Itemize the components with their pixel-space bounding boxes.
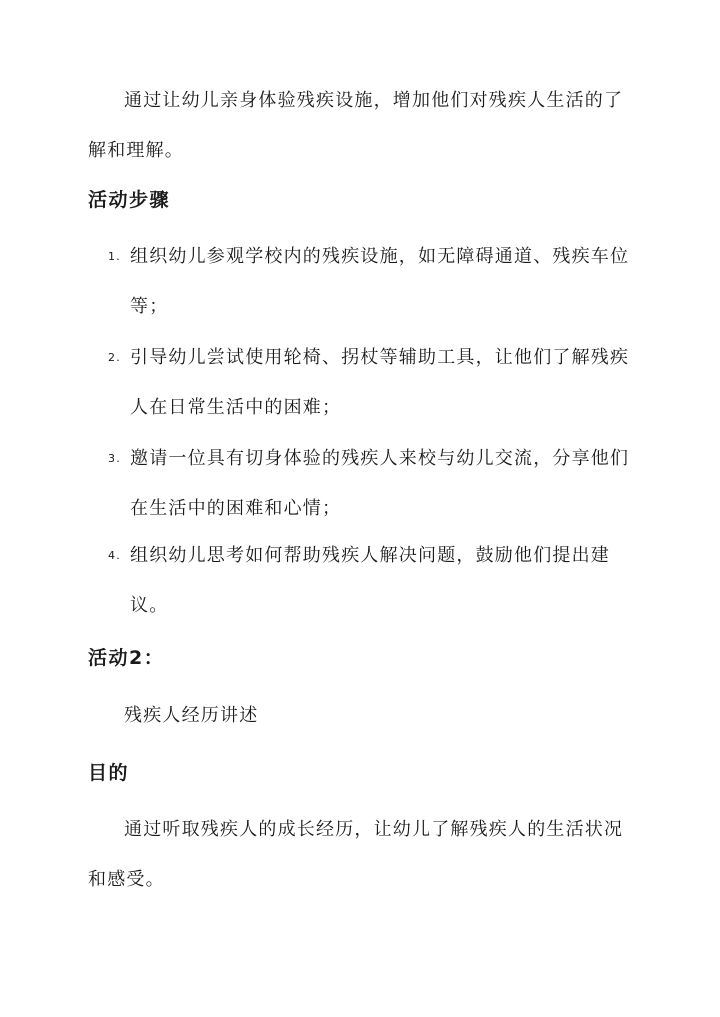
- purpose-paragraph: 通过听取残疾人的成长经历，让幼儿了解残疾人的生活状况和感受。: [88, 819, 624, 890]
- purpose-heading: 目的: [88, 762, 130, 784]
- list-number: 3.: [108, 452, 121, 465]
- list-number: 1.: [108, 250, 121, 263]
- intro-paragraph: 通过让幼儿亲身体验残疾设施，增加他们对残疾人生活的了解和理解。: [88, 90, 624, 161]
- activity2-heading: 活动2：: [88, 647, 165, 669]
- list-number: 2.: [108, 351, 121, 364]
- list-number: 4.: [108, 549, 121, 562]
- steps-heading: 活动步骤: [88, 189, 171, 211]
- list-item-text: 邀请一位具有切身体验的残疾人来校与幼儿交流，分享他们在生活中的困难和心情；: [130, 448, 630, 519]
- list-item-text: 组织幼儿思考如何帮助残疾人解决问题，鼓励他们提出建议。: [130, 545, 610, 616]
- list-item-text: 组织幼儿参观学校内的残疾设施，如无障碍通道、残疾车位等；: [130, 246, 630, 317]
- list-item-text: 引导幼儿尝试使用轮椅、拐杖等辅助工具，让他们了解残疾人在日常生活中的困难；: [130, 347, 630, 418]
- activity2-title: 残疾人经历讲述: [124, 705, 259, 726]
